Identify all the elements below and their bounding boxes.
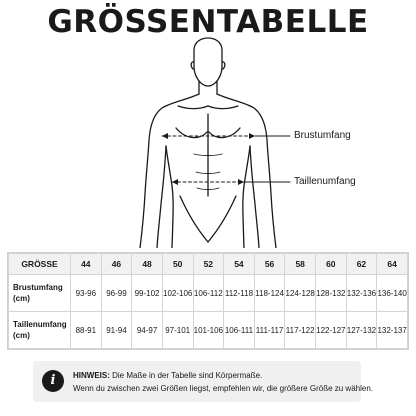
table-cell: 91-94	[101, 312, 132, 349]
table-cell: 136-140	[377, 275, 408, 312]
row-label-line: Taillenumfang	[13, 320, 67, 329]
column-header: 60	[316, 254, 347, 275]
table-cell: 128-132	[316, 275, 347, 312]
table-cell: 122-127	[316, 312, 347, 349]
row-label-unit: (cm)	[13, 294, 30, 303]
table-cell: 132-136	[346, 275, 377, 312]
table-cell: 111-117	[254, 312, 285, 349]
table-cell: 127-132	[346, 312, 377, 349]
table-cell: 117-122	[285, 312, 316, 349]
table-cell: 118-124	[254, 275, 285, 312]
column-header: 56	[254, 254, 285, 275]
table-cell: 101-106	[193, 312, 224, 349]
column-header: 50	[162, 254, 193, 275]
note-box	[33, 361, 373, 402]
row-label-line: Brustumfang	[13, 283, 63, 292]
table-row	[9, 312, 408, 349]
table-cell: 97-101	[162, 312, 193, 349]
note-text	[73, 369, 373, 395]
column-header: 58	[285, 254, 316, 275]
table-cell: 106-112	[193, 275, 224, 312]
column-header: 44	[71, 254, 102, 275]
size-table	[7, 252, 409, 350]
table-cell: 88-91	[71, 312, 102, 349]
column-header: GRÖSSE	[9, 254, 71, 275]
column-header: 46	[101, 254, 132, 275]
column-header: 62	[346, 254, 377, 275]
row-label-unit: (cm)	[13, 331, 30, 340]
column-header: 52	[193, 254, 224, 275]
table-cell: 106-111	[224, 312, 255, 349]
body-figure	[0, 36, 416, 248]
column-header: 48	[132, 254, 163, 275]
table-cell: 124-128	[285, 275, 316, 312]
note-line-2: Wenn du zwischen zwei Größen liegst, empfehlen wir, die größere Größe zu wählen.	[73, 384, 373, 393]
table-cell: 96-99	[101, 275, 132, 312]
table-cell: 94-97	[132, 312, 163, 349]
male-torso-illustration	[0, 36, 416, 248]
table-cell: 102-106	[162, 275, 193, 312]
table-cell: 99-102	[132, 275, 163, 312]
waist-measure-label: Taillenumfang	[294, 176, 356, 187]
note-heading: HINWEIS:	[73, 371, 110, 380]
table-cell: 112-118	[224, 275, 255, 312]
row-label	[9, 275, 71, 312]
table-header-row	[9, 254, 408, 275]
page-title: GRÖSSENTABELLE	[47, 4, 369, 40]
column-header: 54	[224, 254, 255, 275]
table-row	[9, 275, 408, 312]
chest-measure-label: Brustumfang	[294, 130, 351, 141]
row-label	[9, 312, 71, 349]
note-line-1: Die Maße in der Tabelle sind Körpermaße.	[112, 371, 263, 380]
table-cell: 132-137	[377, 312, 408, 349]
column-header: 64	[377, 254, 408, 275]
table-cell: 93-96	[71, 275, 102, 312]
info-icon: i	[42, 370, 64, 392]
